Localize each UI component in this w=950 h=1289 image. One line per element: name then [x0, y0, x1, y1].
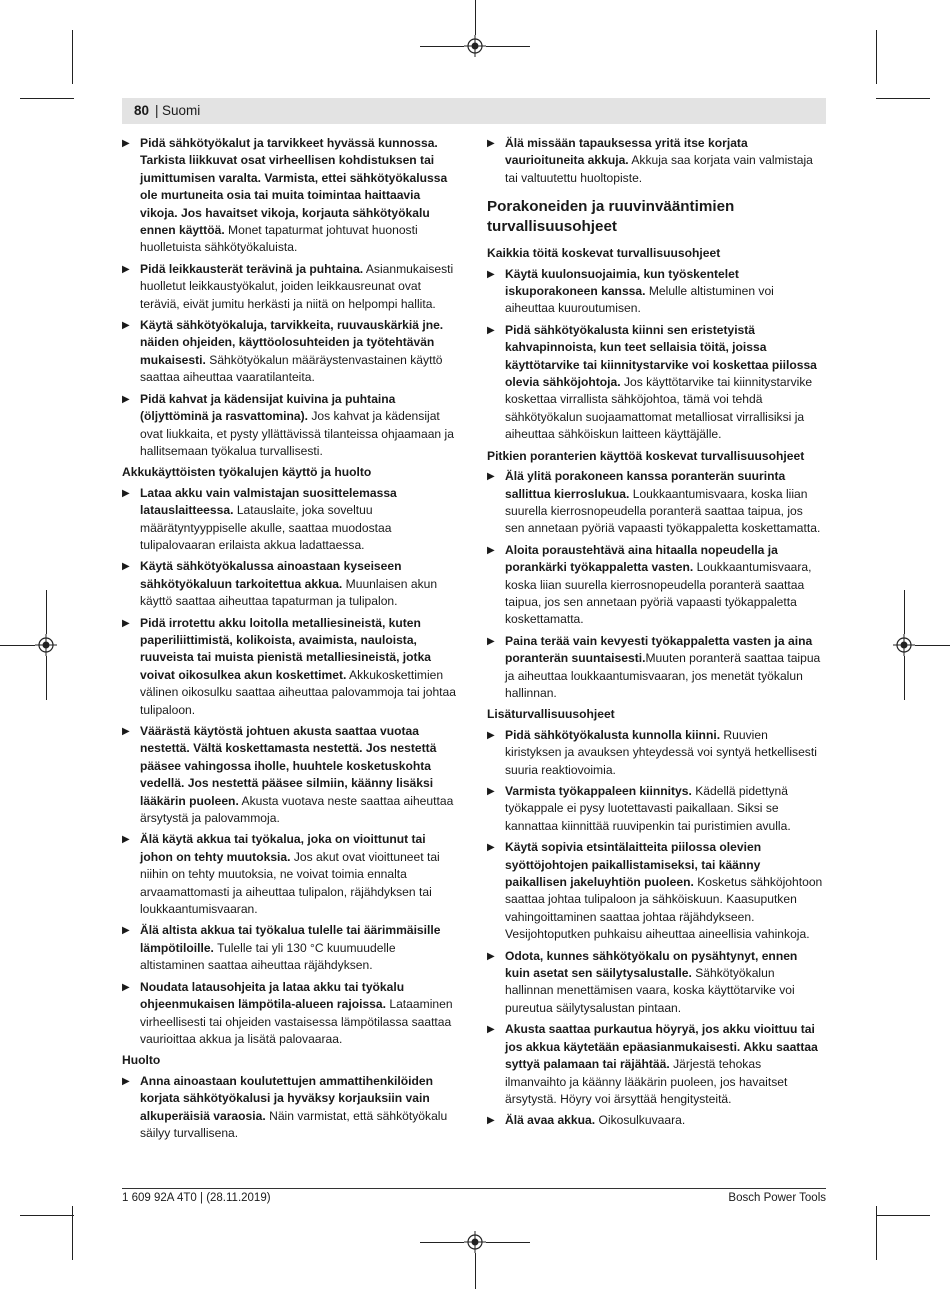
triangle-bullet-icon: ▶ — [487, 842, 495, 854]
subsection-heading: Kaikkia töitä koskevat turvallisuusohjeet — [487, 246, 721, 261]
crop-mark — [904, 590, 905, 634]
left-column — [122, 135, 456, 1146]
triangle-bullet-icon: ▶ — [122, 263, 130, 275]
triangle-bullet-icon: ▶ — [122, 138, 130, 149]
instruction-text: Loukkaantumisvaara, koska liian suurella kierrosnopeudella poranterä saattaa taipua, jos sen annetaan pyöriä vapaasti työkappaletta koskettamatta. — [505, 486, 821, 536]
instruction-text: Kädellä pidettynä työkappale ei pysy luotettavasti paikallaan. Siksi se kannattaa kiinnittää ruuvipenkin tai puristimien avulla. — [505, 784, 791, 833]
safety-instruction-item — [122, 485, 456, 555]
triangle-bullet-icon: ▶ — [122, 834, 130, 846]
crop-mark — [72, 30, 73, 84]
triangle-bullet-icon: ▶ — [487, 138, 495, 149]
instruction-text: Oikosulkuvaara. — [595, 1113, 686, 1128]
instruction-text: Melulle altistuminen voi aiheuttaa kuuroutumisen. — [505, 284, 774, 316]
header-separator: | — [155, 103, 159, 118]
instruction-emphasis: Käytä sähkötyökaluja, tarvikkeita, ruuvauskärkiä jne. näiden ohjeiden, käyttöolosuhteiden ja työtehtävän mukaisesti. — [140, 318, 444, 367]
registration-mark-icon — [464, 35, 486, 57]
triangle-bullet-icon: ▶ — [122, 1075, 130, 1087]
instruction-text: Asianmukaisesti huolletut leikkaustyökalut, joiden leikkausreunat ovat teräviä, eivät jumitu herkästi ja niitä on helpompi hallita. — [140, 261, 454, 311]
subsection-heading: Lisäturvallisuusohjeet — [487, 707, 615, 722]
triangle-bullet-icon: ▶ — [122, 487, 130, 499]
instruction-text: Loukkaantumisvaara, koska liian suurella kierrosnopeudella poranterä saattaa taipua, jos sen annetaan pyöriä vapaasti työkappaletta koskettamatta. — [505, 560, 812, 627]
instruction-text: Näin varmistat, että sähkötyökalu säilyy turvallisena. — [140, 1108, 448, 1140]
instruction-emphasis: Varmista työkappaleen kiinnitys. — [505, 784, 692, 798]
triangle-bullet-icon: ▶ — [487, 950, 495, 962]
triangle-bullet-icon: ▶ — [487, 324, 495, 336]
safety-instruction-item — [487, 783, 825, 835]
page-header — [122, 98, 826, 124]
right-column — [487, 135, 825, 1134]
triangle-bullet-icon: ▶ — [487, 544, 495, 556]
footer-doc-id: 1 609 92A 4T0 | (28.11.2019) — [122, 1192, 271, 1204]
safety-instruction-item — [487, 542, 825, 629]
crop-mark — [0, 645, 35, 646]
instruction-emphasis: Älä altista akkua tai työkalua tulelle tai äärimmäisille lämpötiloille. — [140, 923, 441, 955]
instruction-emphasis: Älä ylitä porakoneen kanssa poranterän suurinta sallittua kierroslukua. — [505, 469, 786, 501]
instruction-emphasis: Käytä sopivia etsintälaitteita piilossa olevien syöttöjohtojen paikallistamiseksi, tai käänny paikallisen jakeluyhtiön puoleen. — [505, 840, 762, 890]
instruction-emphasis: Lataa akku vain valmistajan suosittelemassa latauslaitteessa. — [140, 485, 397, 518]
crop-mark — [420, 46, 464, 47]
crop-mark — [20, 1215, 74, 1216]
page-number: 80 — [134, 103, 150, 118]
instruction-emphasis: Väärästä käytöstä johtuen akusta saattaa vuotaa nestettä. Vältä koskettamasta nestettä. Jos nestettä pääsee vahingossa iholle, huuhtele kosketuskohta vedellä. Jos nestettä pääsee silmiin, käänny lisäksi lääkärin puoleen. — [140, 724, 437, 808]
instruction-text: Ruuvien kiristyksen ja avauksen yhteydessä voi syntyä hetkellisesti suuria reaktiovoimia. — [505, 727, 817, 777]
safety-instruction-item — [487, 135, 825, 187]
triangle-bullet-icon: ▶ — [122, 726, 130, 737]
instruction-text: Jos akut ovat vioittuneet tai niihin on tehty muutoksia, ne voivat toimia ennalta arvaamattomasti ja aiheuttaa tulipalon, räjähdyksen tai loukkaantumisvaaran. — [140, 849, 440, 917]
registration-mark-icon — [35, 634, 57, 656]
crop-mark — [20, 98, 74, 99]
section-heading: Porakoneiden ja ruuvinvääntimien turvallisuusohjeet — [487, 198, 735, 236]
instruction-text: Muunlaisen akun käyttö saattaa aiheuttaa tapaturman ja tulipalon. — [140, 576, 438, 609]
safety-instruction-item — [122, 922, 456, 974]
crop-mark — [475, 0, 476, 35]
safety-instruction-item — [122, 979, 456, 1049]
triangle-bullet-icon: ▶ — [487, 268, 495, 280]
instruction-emphasis: Odota, kunnes sähkötyökalu on pysähtynyt, ennen kuin asetat sen säilytysalustalle. — [505, 948, 798, 981]
triangle-bullet-icon: ▶ — [487, 786, 495, 797]
instruction-emphasis: Pidä sähkötyökalusta kunnolla kiinni. — [505, 727, 721, 742]
instruction-text: Jos kahvat ja kädensijat ovat liukkaita, et pysty yllättävissä tilanteissa ohjaamaan ja hallitsemaan työkalua turvallisesti. — [140, 409, 454, 458]
triangle-bullet-icon: ▶ — [122, 320, 130, 332]
footer-brand: Bosch Power Tools — [728, 1192, 826, 1204]
header-language: Suomi — [162, 103, 201, 118]
safety-instruction-item — [122, 391, 456, 461]
triangle-bullet-icon: ▶ — [487, 471, 495, 483]
instruction-text: Akkuja saa korjata vain valmistaja tai valtuutettu huoltopiste. — [505, 153, 813, 185]
instruction-text: Latauslaite, joka soveltuu määrätyntyyppiselle akulle, saattaa muodostaa tulipalovaaran erilaista akkua ladattaessa. — [140, 503, 392, 552]
triangle-bullet-icon: ▶ — [122, 393, 130, 405]
instruction-emphasis: Älä avaa akkua. — [505, 1113, 596, 1128]
triangle-bullet-icon: ▶ — [487, 1024, 495, 1036]
safety-instruction-item — [122, 615, 456, 719]
safety-instruction-item — [487, 266, 825, 318]
instruction-emphasis: Pidä sähkötyökalut ja tarvikkeet hyvässä kunnossa. Tarkista liikkuvat osat virheellisen kohdistuksen tai jumittumisen varalta. Varmista, ettei sähkötyökalussa ole murtuneita osia tai muita toimintaa haittaavia vikoja. Jos havaitset vikoja, korjauta sähkötyökalu ennen käyttöä. — [140, 136, 448, 238]
triangle-bullet-icon: ▶ — [122, 561, 130, 573]
crop-mark — [46, 656, 47, 700]
registration-mark-icon — [464, 1231, 486, 1253]
crop-mark — [486, 46, 530, 47]
crop-mark — [46, 590, 47, 634]
instruction-text: Muuten poranterä saattaa taipua ja aiheuttaa loukkaantumisvaaran, jos menetät työkalun hallinnan. — [505, 651, 821, 700]
instruction-text: Akkukoskettimien välinen oikosulku saattaa aiheuttaa palovammoja tai johtaa tulipaloon. — [140, 667, 456, 717]
instruction-emphasis: Pidä leikkausterät terävinä ja puhtaina. — [140, 261, 364, 276]
subsection-heading: Akkukäyttöisten työkalujen käyttö ja huolto — [122, 465, 372, 480]
registration-mark-icon — [893, 634, 915, 656]
safety-instruction-item — [122, 1073, 456, 1143]
instruction-text: Tulelle tai yli 130 °C kuumuudelle altistaminen saattaa aiheuttaa räjähdyksen. — [140, 940, 396, 973]
safety-instruction-item — [487, 322, 825, 444]
safety-instruction-item — [487, 948, 825, 1018]
safety-instruction-item — [487, 633, 825, 703]
instruction-emphasis: Pidä kahvat ja kädensijat kuivina ja puhtaina (öljyttöminä ja rasvattomina). — [140, 391, 396, 424]
crop-mark — [486, 1242, 530, 1243]
safety-instruction-item — [487, 1112, 825, 1129]
instruction-emphasis: Käytä sähkötyökalussa ainoastaan kyseiseen sähkötyökaluun tarkoitettua akkua. — [140, 559, 402, 591]
triangle-bullet-icon: ▶ — [122, 981, 130, 993]
safety-instruction-item — [122, 723, 456, 827]
safety-instruction-item — [122, 261, 456, 313]
instruction-emphasis: Pidä sähkötyökalusta kiinni sen eristetyistä kahvapinnoista, kun teet sellaisia töitä, joissa käyttötarvike tai kiinnitystarvike voi koskettaa piilossa olevia sähköjohtoja. — [505, 322, 817, 390]
instruction-text: Järjestä tehokas ilmanvaihto ja käänny lääkärin puoleen, jos havaitset ärsytystä. Höyry voi ärsyttää hengitysteitä. — [505, 1057, 788, 1106]
instruction-emphasis: Älä käytä akkua tai työkalua, joka on vioittunut tai johon on tehty muutoksia. — [140, 832, 426, 864]
safety-instruction-item — [122, 135, 456, 257]
triangle-bullet-icon: ▶ — [487, 729, 495, 741]
crop-mark — [475, 1253, 476, 1289]
instruction-text: Sähkötyökalun hallinnan menettämisen vaara, koska käyttötarvike voi pureutua säilytysalustan pintaan. — [505, 966, 795, 1015]
instruction-emphasis: Noudata latausohjeita ja lataa akku tai työkalu ohjeenmukaisen lämpötila-alueen rajoissa. — [140, 979, 405, 1012]
instruction-text: Kosketus sähköjohtoon saattaa johtaa tulipaloon ja sähköiskuun. Kaasuputken vahingoittaminen saattaa johtaa räjähdykseen. Vesijohtoputken puhkaisu aiheuttaa aineellisia vahinkoja. — [505, 875, 823, 942]
subsection-heading: Pitkien poranterien käyttöä koskevat turvallisuusohjeet — [487, 448, 805, 463]
safety-instruction-item — [122, 317, 456, 387]
instruction-text: Sähkötyökalun määräystenvastainen käyttö saattaa aiheuttaa vaaratilanteita. — [140, 352, 443, 385]
safety-instruction-item — [487, 727, 825, 779]
safety-instruction-item — [122, 831, 456, 918]
crop-mark — [876, 98, 930, 99]
instruction-emphasis: Paina terää vain kevyesti työkappaletta vasten ja aina poranterän suuntaisesti. — [505, 633, 813, 666]
crop-mark — [876, 30, 877, 84]
instruction-emphasis: Akusta saattaa purkautua höyryä, jos akku vioittuu tai jos akkua käytetään epäasianmukaisesti. Akku saattaa syttyä palamaan tai räjähtää. — [505, 1022, 818, 1072]
triangle-bullet-icon: ▶ — [487, 635, 495, 647]
instruction-text: Lataaminen virheellisesti tai ohjeiden vastaisessa lämpötilassa saattaa vaurioittaa akkua ja lisätä palovaaraa. — [140, 997, 453, 1046]
crop-mark — [904, 656, 905, 700]
crop-mark — [915, 645, 950, 646]
safety-instruction-item — [487, 839, 825, 943]
instruction-emphasis: Käytä kuulonsuojaimia, kun työskentelet iskuporakoneen kanssa. — [505, 266, 739, 299]
crop-mark — [420, 1242, 464, 1243]
triangle-bullet-icon: ▶ — [122, 617, 130, 629]
instruction-emphasis: Pidä irrotettu akku loitolla metalliesineistä, kuten paperiliittimistä, kolikoista, avaimista, nauloista, ruuveista tai muista pienistä metalliesineistä, jotka voivat oikosulkea akun koskettimet. — [140, 615, 432, 682]
instruction-text: Akusta vuotava neste saattaa aiheuttaa ärsytystä ja palovammoja. — [140, 793, 454, 826]
safety-instruction-item — [487, 468, 825, 538]
instruction-emphasis: Anna ainoastaan koulutettujen ammattihenkilöiden korjata sähkötyökalusi ja hyväksy korjauksiin vain alkuperäisiä varaosia. — [140, 1073, 433, 1123]
footer-rule — [122, 1188, 826, 1189]
instruction-emphasis: Älä missään tapauksessa yritä itse korjata vaurioituneita akkuja. — [505, 136, 748, 168]
instruction-text: Jos käyttötarvike tai kiinnitystarvike koskettaa virrallista sähköjohtoa, tämä voi tehdä sähkötyökalun suojaamattomat metalliosat virrallisiksi ja aiheuttaa sähköiskun laitteen käyttäjälle. — [505, 375, 813, 442]
subsection-heading: Huolto — [122, 1053, 161, 1068]
safety-instruction-item — [487, 1021, 825, 1108]
triangle-bullet-icon: ▶ — [122, 925, 130, 937]
safety-instruction-item — [122, 558, 456, 610]
instruction-text: Monet tapaturmat johtuvat huonosti huolletuista sähkötyökaluista. — [140, 223, 418, 255]
crop-mark — [876, 1215, 930, 1216]
triangle-bullet-icon: ▶ — [487, 1115, 495, 1127]
instruction-emphasis: Aloita poraustehtävä aina hitaalla nopeudella ja porankärki työkappaletta vasten. — [505, 542, 778, 575]
